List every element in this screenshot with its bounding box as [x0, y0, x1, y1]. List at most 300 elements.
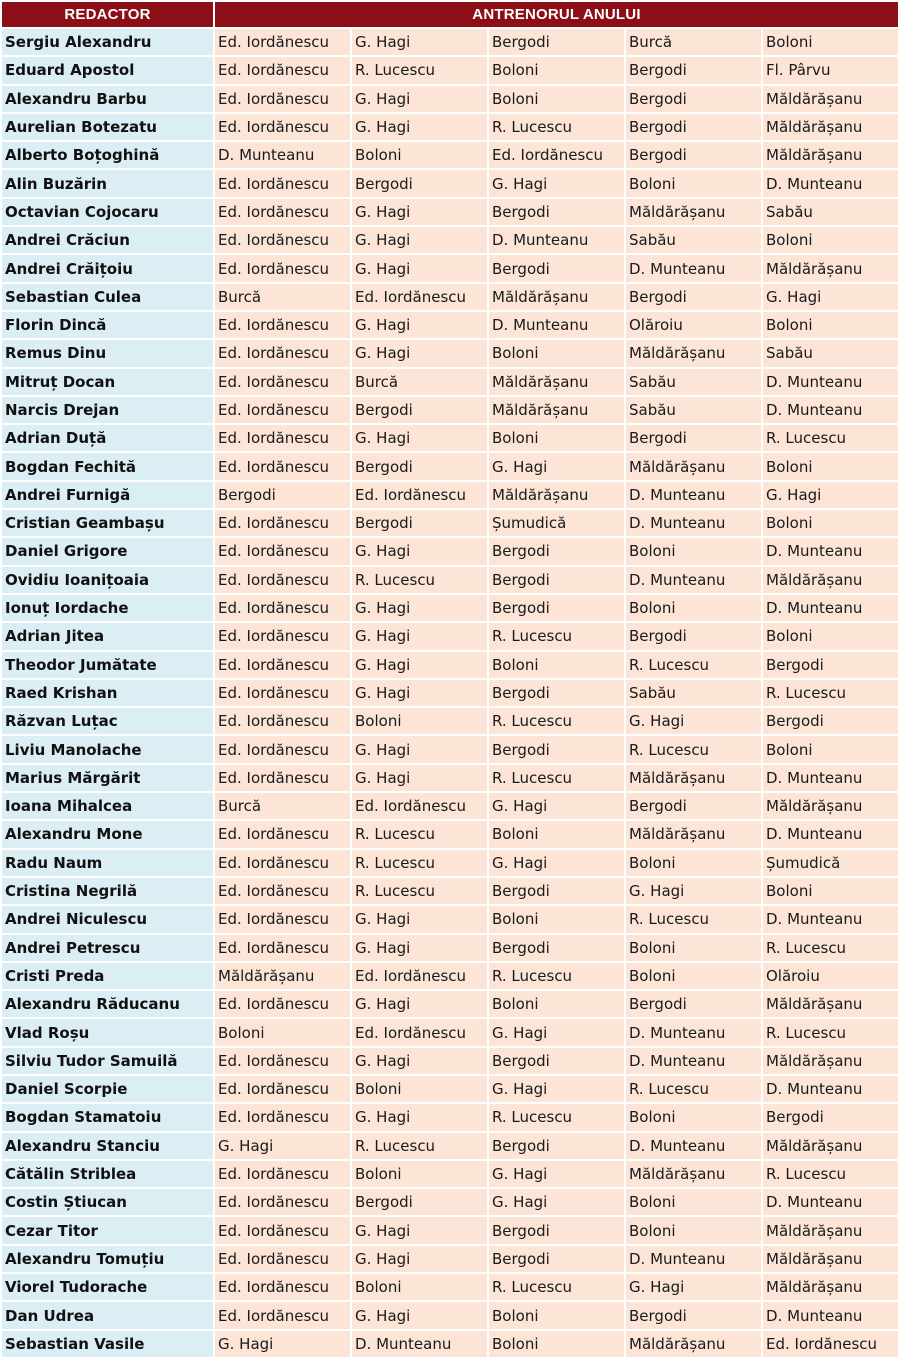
coach-pick-5: Măldărășanu [763, 1274, 898, 1300]
redactor-name: Alexandru Tomuțiu [2, 1246, 213, 1272]
coach-pick-1: Ed. Iordănescu [215, 850, 350, 876]
coach-pick-2: G. Hagi [352, 1217, 487, 1243]
redactor-name: Cătălin Striblea [2, 1161, 213, 1187]
coach-pick-4: Boloni [626, 963, 761, 989]
coach-pick-2: Boloni [352, 1274, 487, 1300]
table-row [2, 1246, 898, 1272]
redactor-name: Marius Mărgărit [2, 765, 213, 791]
coach-pick-3: Ed. Iordănescu [489, 142, 624, 168]
table-body [2, 29, 898, 1357]
coach-pick-3: R. Lucescu [489, 1104, 624, 1130]
coach-pick-2: R. Lucescu [352, 567, 487, 593]
table-row [2, 1019, 898, 1045]
coach-pick-2: G. Hagi [352, 765, 487, 791]
coach-pick-2: Ed. Iordănescu [352, 1019, 487, 1045]
redactor-name: Alexandru Răducanu [2, 991, 213, 1017]
coach-pick-2: Ed. Iordănescu [352, 793, 487, 819]
coach-pick-3: Bergodi [489, 29, 624, 55]
table-row [2, 86, 898, 112]
coach-pick-5: D. Munteanu [763, 538, 898, 564]
table-row [2, 199, 898, 225]
coach-pick-4: Măldărășanu [626, 1331, 761, 1357]
coach-pick-2: G. Hagi [352, 114, 487, 140]
redactor-name: Cristi Preda [2, 963, 213, 989]
coach-pick-5: Măldărășanu [763, 142, 898, 168]
coach-pick-4: R. Lucescu [626, 906, 761, 932]
coach-pick-3: Măldărășanu [489, 284, 624, 310]
coach-pick-1: Boloni [215, 1019, 350, 1045]
table-row [2, 340, 898, 366]
coach-pick-3: Bergodi [489, 567, 624, 593]
coach-pick-2: Burcă [352, 369, 487, 395]
coach-pick-1: Ed. Iordănescu [215, 227, 350, 253]
redactor-name: Viorel Tudorache [2, 1274, 213, 1300]
coach-pick-2: G. Hagi [352, 227, 487, 253]
coach-pick-3: Măldărășanu [489, 397, 624, 423]
coach-pick-2: R. Lucescu [352, 850, 487, 876]
coach-pick-3: R. Lucescu [489, 623, 624, 649]
coach-pick-5: Ed. Iordănescu [763, 1331, 898, 1357]
coach-pick-4: Bergodi [626, 991, 761, 1017]
coach-pick-2: G. Hagi [352, 199, 487, 225]
coach-pick-5: D. Munteanu [763, 595, 898, 621]
coach-pick-3: R. Lucescu [489, 114, 624, 140]
coach-pick-4: Sabău [626, 369, 761, 395]
coach-pick-2: G. Hagi [352, 1048, 487, 1074]
coach-pick-2: G. Hagi [352, 312, 487, 338]
coach-pick-3: G. Hagi [489, 1161, 624, 1187]
coach-pick-4: Măldărășanu [626, 1161, 761, 1187]
table-row [2, 255, 898, 281]
coach-pick-4: D. Munteanu [626, 1019, 761, 1045]
coach-pick-2: R. Lucescu [352, 821, 487, 847]
table-row [2, 935, 898, 961]
table-row [2, 906, 898, 932]
coach-pick-3: Bergodi [489, 736, 624, 762]
coach-pick-4: Boloni [626, 1217, 761, 1243]
coach-pick-2: G. Hagi [352, 906, 487, 932]
coach-pick-3: G. Hagi [489, 1076, 624, 1102]
coach-pick-1: Ed. Iordănescu [215, 595, 350, 621]
coach-pick-4: D. Munteanu [626, 255, 761, 281]
coach-pick-1: Ed. Iordănescu [215, 1076, 350, 1102]
coach-pick-1: Ed. Iordănescu [215, 821, 350, 847]
coach-pick-5: Măldărășanu [763, 1217, 898, 1243]
coach-pick-4: D. Munteanu [626, 1246, 761, 1272]
coach-pick-2: G. Hagi [352, 86, 487, 112]
coach-pick-1: Ed. Iordănescu [215, 906, 350, 932]
coach-pick-2: G. Hagi [352, 652, 487, 678]
coach-pick-4: Sabău [626, 680, 761, 706]
table-row [2, 963, 898, 989]
table-row [2, 793, 898, 819]
coach-pick-2: G. Hagi [352, 935, 487, 961]
coach-pick-4: Bergodi [626, 284, 761, 310]
table-row [2, 57, 898, 83]
redactor-name: Sergiu Alexandru [2, 29, 213, 55]
coach-pick-1: G. Hagi [215, 1133, 350, 1159]
table-row [2, 1161, 898, 1187]
coach-pick-3: Boloni [489, 906, 624, 932]
redactor-name: Andrei Crăițoiu [2, 255, 213, 281]
coach-pick-1: Ed. Iordănescu [215, 425, 350, 451]
coach-pick-3: G. Hagi [489, 170, 624, 196]
coach-pick-1: Ed. Iordănescu [215, 199, 350, 225]
table-row [2, 538, 898, 564]
redactor-name: Alexandru Barbu [2, 86, 213, 112]
coach-pick-5: R. Lucescu [763, 425, 898, 451]
coach-pick-3: Bergodi [489, 1048, 624, 1074]
coach-pick-5: D. Munteanu [763, 765, 898, 791]
coach-pick-4: Bergodi [626, 425, 761, 451]
table-row [2, 1048, 898, 1074]
table-row [2, 623, 898, 649]
redactor-name: Raed Krishan [2, 680, 213, 706]
coach-pick-4: Boloni [626, 1189, 761, 1215]
coach-pick-5: G. Hagi [763, 284, 898, 310]
coach-pick-1: Ed. Iordănescu [215, 1217, 350, 1243]
coach-pick-1: Ed. Iordănescu [215, 1048, 350, 1074]
redactor-name: Andrei Petrescu [2, 935, 213, 961]
coach-pick-3: G. Hagi [489, 850, 624, 876]
coach-pick-4: D. Munteanu [626, 482, 761, 508]
coach-pick-2: G. Hagi [352, 595, 487, 621]
coach-pick-3: R. Lucescu [489, 765, 624, 791]
table-row [2, 680, 898, 706]
coach-pick-5: R. Lucescu [763, 680, 898, 706]
coach-pick-1: Ed. Iordănescu [215, 878, 350, 904]
coach-pick-1: Ed. Iordănescu [215, 1104, 350, 1130]
redactor-name: Daniel Scorpie [2, 1076, 213, 1102]
redactor-name: Radu Naum [2, 850, 213, 876]
coach-pick-5: G. Hagi [763, 482, 898, 508]
coach-pick-1: G. Hagi [215, 1331, 350, 1357]
coach-pick-1: Ed. Iordănescu [215, 255, 350, 281]
coach-pick-3: Bergodi [489, 595, 624, 621]
table-row [2, 736, 898, 762]
coach-pick-3: Boloni [489, 57, 624, 83]
coach-pick-5: Fl. Pârvu [763, 57, 898, 83]
coach-pick-4: G. Hagi [626, 1274, 761, 1300]
redactor-name: Ionuț Iordache [2, 595, 213, 621]
coach-pick-1: Ed. Iordănescu [215, 312, 350, 338]
table-row [2, 1104, 898, 1130]
coach-pick-1: Burcă [215, 284, 350, 310]
coach-pick-3: Bergodi [489, 935, 624, 961]
coach-pick-1: Ed. Iordănescu [215, 623, 350, 649]
coach-pick-3: R. Lucescu [489, 708, 624, 734]
coach-pick-3: Bergodi [489, 1246, 624, 1272]
redactor-name: Andrei Furnigă [2, 482, 213, 508]
table-row [2, 878, 898, 904]
coach-pick-1: D. Munteanu [215, 142, 350, 168]
coach-pick-5: R. Lucescu [763, 1161, 898, 1187]
coach-pick-1: Ed. Iordănescu [215, 1302, 350, 1328]
coach-pick-1: Ed. Iordănescu [215, 708, 350, 734]
coach-pick-1: Ed. Iordănescu [215, 1189, 350, 1215]
coach-pick-1: Ed. Iordănescu [215, 1161, 350, 1187]
coach-pick-5: Bergodi [763, 652, 898, 678]
coach-pick-5: Olăroiu [763, 963, 898, 989]
coach-pick-2: R. Lucescu [352, 1133, 487, 1159]
table-row [2, 991, 898, 1017]
coach-pick-4: Sabău [626, 397, 761, 423]
coach-pick-5: Boloni [763, 29, 898, 55]
coach-pick-1: Ed. Iordănescu [215, 935, 350, 961]
table-row [2, 482, 898, 508]
redactor-name: Eduard Apostol [2, 57, 213, 83]
coach-pick-5: Boloni [763, 878, 898, 904]
table-row [2, 369, 898, 395]
coach-pick-5: Boloni [763, 227, 898, 253]
coach-pick-1: Ed. Iordănescu [215, 114, 350, 140]
redactor-name: Sebastian Vasile [2, 1331, 213, 1357]
coach-pick-5: D. Munteanu [763, 369, 898, 395]
coach-pick-5: R. Lucescu [763, 935, 898, 961]
coach-pick-2: D. Munteanu [352, 1331, 487, 1357]
coach-pick-5: Bergodi [763, 1104, 898, 1130]
coach-pick-1: Burcă [215, 793, 350, 819]
coach-pick-3: D. Munteanu [489, 312, 624, 338]
coach-pick-1: Ed. Iordănescu [215, 1246, 350, 1272]
coach-pick-5: Sabău [763, 340, 898, 366]
coach-pick-3: D. Munteanu [489, 227, 624, 253]
redactor-name: Octavian Cojocaru [2, 199, 213, 225]
coach-pick-1: Ed. Iordănescu [215, 991, 350, 1017]
redactor-name: Alberto Boțoghină [2, 142, 213, 168]
coach-pick-2: R. Lucescu [352, 878, 487, 904]
coach-pick-1: Ed. Iordănescu [215, 29, 350, 55]
coach-pick-4: G. Hagi [626, 878, 761, 904]
coach-pick-3: Măldărășanu [489, 482, 624, 508]
table-row [2, 453, 898, 479]
coach-pick-2: Bergodi [352, 170, 487, 196]
coach-pick-2: Bergodi [352, 453, 487, 479]
table-row [2, 29, 898, 55]
coach-pick-3: Boloni [489, 652, 624, 678]
coach-pick-1: Măldărășanu [215, 963, 350, 989]
coach-pick-5: R. Lucescu [763, 1019, 898, 1045]
coach-pick-4: Bergodi [626, 793, 761, 819]
table-row [2, 1189, 898, 1215]
coach-pick-4: Bergodi [626, 114, 761, 140]
coach-pick-2: G. Hagi [352, 623, 487, 649]
coach-pick-1: Ed. Iordănescu [215, 86, 350, 112]
coach-pick-5: Măldărășanu [763, 793, 898, 819]
coach-pick-4: Măldărășanu [626, 453, 761, 479]
redactor-name: Silviu Tudor Samuilă [2, 1048, 213, 1074]
coach-pick-4: R. Lucescu [626, 1076, 761, 1102]
coach-pick-1: Ed. Iordănescu [215, 170, 350, 196]
redactor-header: REDACTOR [2, 2, 213, 27]
coach-pick-4: Bergodi [626, 1302, 761, 1328]
coach-pick-2: Boloni [352, 1076, 487, 1102]
redactor-name: Costin Știucan [2, 1189, 213, 1215]
coach-pick-1: Ed. Iordănescu [215, 538, 350, 564]
redactor-name: Ovidiu Ioanițoaia [2, 567, 213, 593]
coach-pick-4: D. Munteanu [626, 1133, 761, 1159]
coach-pick-5: D. Munteanu [763, 906, 898, 932]
coach-pick-3: Boloni [489, 425, 624, 451]
table-row [2, 227, 898, 253]
redactor-name: Adrian Jitea [2, 623, 213, 649]
redactor-name: Liviu Manolache [2, 736, 213, 762]
coach-pick-3: G. Hagi [489, 793, 624, 819]
coach-pick-3: Boloni [489, 86, 624, 112]
coach-pick-2: Ed. Iordănescu [352, 963, 487, 989]
coach-pick-1: Ed. Iordănescu [215, 510, 350, 536]
table-row [2, 765, 898, 791]
coach-pick-2: G. Hagi [352, 255, 487, 281]
redactor-name: Bogdan Stamatoiu [2, 1104, 213, 1130]
coach-pick-5: Boloni [763, 510, 898, 536]
coach-pick-5: Măldărășanu [763, 114, 898, 140]
redactor-name: Aurelian Botezatu [2, 114, 213, 140]
redactor-name: Alin Buzărin [2, 170, 213, 196]
coach-pick-5: Măldărășanu [763, 255, 898, 281]
coach-pick-3: Boloni [489, 991, 624, 1017]
coach-pick-2: Ed. Iordănescu [352, 284, 487, 310]
table-row [2, 114, 898, 140]
coach-pick-1: Ed. Iordănescu [215, 340, 350, 366]
coach-pick-1: Ed. Iordănescu [215, 652, 350, 678]
coach-pick-2: Ed. Iordănescu [352, 482, 487, 508]
table-row [2, 1331, 898, 1357]
coach-pick-3: Bergodi [489, 878, 624, 904]
coach-pick-1: Ed. Iordănescu [215, 397, 350, 423]
coach-pick-3: G. Hagi [489, 453, 624, 479]
coach-pick-3: Bergodi [489, 538, 624, 564]
coach-pick-2: Boloni [352, 1161, 487, 1187]
table-row [2, 170, 898, 196]
coach-pick-4: G. Hagi [626, 708, 761, 734]
coach-pick-3: Bergodi [489, 255, 624, 281]
coach-pick-3: R. Lucescu [489, 963, 624, 989]
redactor-name: Daniel Grigore [2, 538, 213, 564]
coach-pick-4: D. Munteanu [626, 510, 761, 536]
coach-pick-5: D. Munteanu [763, 821, 898, 847]
redactor-name: Vlad Roșu [2, 1019, 213, 1045]
coach-pick-4: R. Lucescu [626, 736, 761, 762]
table-row [2, 850, 898, 876]
redactor-name: Theodor Jumătate [2, 652, 213, 678]
redactor-name: Alexandru Mone [2, 821, 213, 847]
redactor-name: Florin Dincă [2, 312, 213, 338]
table-row [2, 425, 898, 451]
coach-pick-5: D. Munteanu [763, 170, 898, 196]
coach-pick-3: Măldărășanu [489, 369, 624, 395]
coach-pick-4: Bergodi [626, 142, 761, 168]
coach-pick-5: Boloni [763, 453, 898, 479]
coach-pick-5: Boloni [763, 623, 898, 649]
coach-pick-3: Bergodi [489, 1217, 624, 1243]
coach-pick-4: Boloni [626, 595, 761, 621]
coach-pick-5: Boloni [763, 312, 898, 338]
coach-pick-4: D. Munteanu [626, 567, 761, 593]
coach-pick-2: G. Hagi [352, 1302, 487, 1328]
redactor-name: Narcis Drejan [2, 397, 213, 423]
table-row [2, 1133, 898, 1159]
coach-pick-1: Ed. Iordănescu [215, 1274, 350, 1300]
coach-pick-3: Șumudică [489, 510, 624, 536]
redactor-name: Dan Udrea [2, 1302, 213, 1328]
coach-pick-4: Boloni [626, 1104, 761, 1130]
redactor-name: Cezar Titor [2, 1217, 213, 1243]
coach-pick-5: Măldărășanu [763, 86, 898, 112]
coach-pick-2: G. Hagi [352, 991, 487, 1017]
coach-pick-2: G. Hagi [352, 1246, 487, 1272]
table-row [2, 595, 898, 621]
redactor-name: Remus Dinu [2, 340, 213, 366]
redactor-name: Alexandru Stanciu [2, 1133, 213, 1159]
redactor-name: Andrei Niculescu [2, 906, 213, 932]
coach-pick-2: G. Hagi [352, 538, 487, 564]
coach-pick-2: Bergodi [352, 397, 487, 423]
coach-pick-5: D. Munteanu [763, 397, 898, 423]
redactor-name: Andrei Crăciun [2, 227, 213, 253]
coach-pick-4: Boloni [626, 850, 761, 876]
coach-pick-2: Boloni [352, 142, 487, 168]
coach-pick-5: Măldărășanu [763, 567, 898, 593]
coach-pick-3: G. Hagi [489, 1189, 624, 1215]
redactor-name: Răzvan Luțac [2, 708, 213, 734]
table-row [2, 284, 898, 310]
redactor-name: Bogdan Fechită [2, 453, 213, 479]
redactor-name: Cristian Geambașu [2, 510, 213, 536]
coach-pick-3: Boloni [489, 340, 624, 366]
coach-pick-4: Boloni [626, 170, 761, 196]
redactor-name: Sebastian Culea [2, 284, 213, 310]
redactor-name: Cristina Negrilă [2, 878, 213, 904]
coach-pick-4: D. Munteanu [626, 1048, 761, 1074]
coach-pick-1: Ed. Iordănescu [215, 765, 350, 791]
coach-pick-1: Ed. Iordănescu [215, 453, 350, 479]
coach-pick-5: Măldărășanu [763, 1246, 898, 1272]
coach-pick-4: Măldărășanu [626, 765, 761, 791]
coach-pick-4: Boloni [626, 935, 761, 961]
coach-pick-1: Ed. Iordănescu [215, 369, 350, 395]
coach-pick-3: Bergodi [489, 1133, 624, 1159]
coach-pick-5: D. Munteanu [763, 1302, 898, 1328]
coach-pick-3: Bergodi [489, 199, 624, 225]
coach-pick-5: D. Munteanu [763, 1189, 898, 1215]
coach-pick-4: Bergodi [626, 623, 761, 649]
coach-pick-4: Măldărășanu [626, 821, 761, 847]
coach-pick-2: Bergodi [352, 510, 487, 536]
coach-pick-5: Boloni [763, 736, 898, 762]
coach-pick-2: G. Hagi [352, 425, 487, 451]
coach-pick-4: Burcă [626, 29, 761, 55]
coach-pick-5: Măldărășanu [763, 991, 898, 1017]
table-row [2, 1076, 898, 1102]
table-row [2, 1302, 898, 1328]
coach-pick-2: R. Lucescu [352, 57, 487, 83]
coach-pick-3: Bergodi [489, 680, 624, 706]
table-row [2, 1274, 898, 1300]
coach-pick-5: Șumudică [763, 850, 898, 876]
table-row [2, 652, 898, 678]
coach-pick-4: Sabău [626, 227, 761, 253]
coach-pick-1: Ed. Iordănescu [215, 567, 350, 593]
table-row [2, 510, 898, 536]
coach-pick-2: G. Hagi [352, 29, 487, 55]
coach-pick-4: Bergodi [626, 57, 761, 83]
coach-pick-4: Măldărășanu [626, 199, 761, 225]
table-row [2, 142, 898, 168]
table-row [2, 567, 898, 593]
coach-pick-1: Ed. Iordănescu [215, 57, 350, 83]
coach-pick-5: Sabău [763, 199, 898, 225]
